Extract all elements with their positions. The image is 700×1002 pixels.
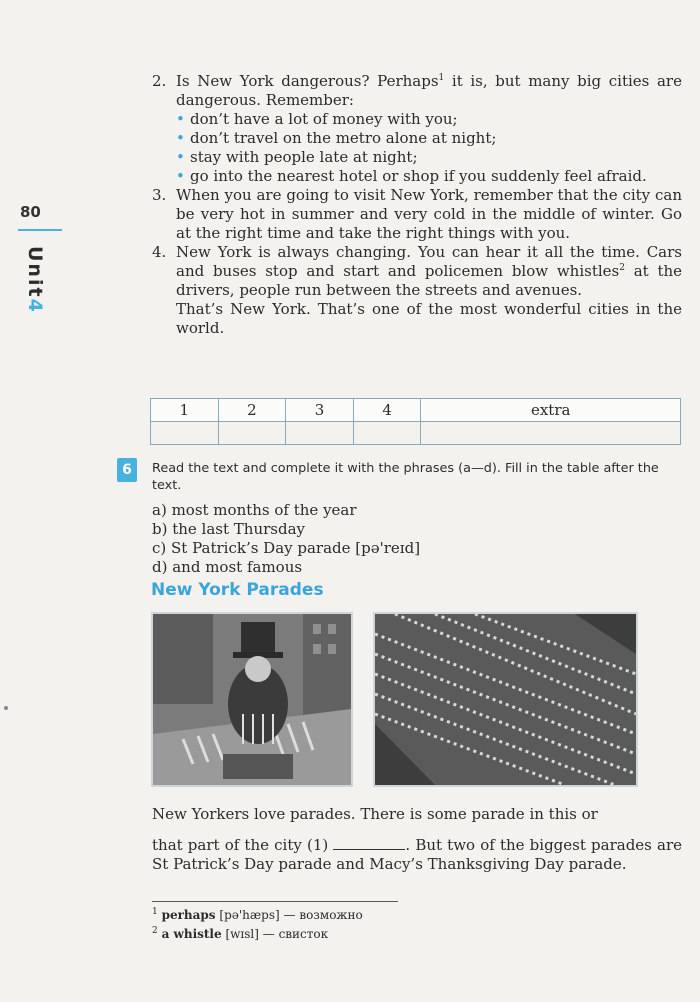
- list-item-3: [152, 186, 682, 243]
- answer-cell[interactable]: [218, 422, 286, 445]
- paragraph-1: New Yorkers love parades. There is some parade in this or: [152, 805, 598, 823]
- table-header-cell: 4: [353, 399, 421, 422]
- bullet-list: [176, 110, 682, 186]
- unit-number: 4: [24, 298, 46, 314]
- bullet-icon: •: [176, 110, 185, 128]
- phrase-item: b) the last Thursday: [152, 520, 306, 538]
- table-header-cell: 3: [286, 399, 354, 422]
- phrase-item: a) most months of the year: [152, 501, 357, 519]
- section-title: New York Parades: [151, 580, 324, 600]
- table-header-row: [151, 399, 681, 422]
- answer-cell[interactable]: [353, 422, 421, 445]
- table-header-cell: 2: [218, 399, 286, 422]
- paragraph-2: that part of the city (1) . But two of the biggest parades are St Patrick’s Day parade and Macy’s Thanksgiving Day parade.: [152, 836, 683, 873]
- answer-cell[interactable]: [286, 422, 354, 445]
- phrase-item: d) and most famous: [152, 558, 303, 576]
- item4-text-tail: at the drivers, people run between the streets and avenues.: [176, 262, 683, 299]
- table-header-cell: 1: [151, 399, 219, 422]
- answer-table: [150, 398, 681, 445]
- unit-label: [24, 246, 46, 314]
- list-number: 2.: [152, 72, 167, 90]
- item2-text: Is New York dangerous? Perhaps: [176, 72, 439, 90]
- bullet-item: • go into the nearest hotel or shop if you suddenly feel afraid.: [176, 167, 647, 185]
- exercise-number-badge: 6: [117, 458, 137, 482]
- gap-blank-1[interactable]: [333, 837, 405, 850]
- closing-text: That’s New York. That’s one of the most wonderful cities in the world.: [176, 300, 682, 337]
- item2-text-tail: it is, but many big cities are dangerous. Remember:: [176, 72, 682, 109]
- footnote-1: $^1$ perhaps [pə'hæps] — возможно: [152, 907, 363, 922]
- unit-rule: [18, 229, 62, 231]
- phrase-list: [152, 501, 552, 577]
- parade-marchers-photo: [373, 612, 638, 787]
- footnote-ref-2: 2: [619, 263, 625, 273]
- bullet-item: • don’t travel on the metro alone at night;: [176, 129, 497, 147]
- page-number: 80: [20, 203, 41, 221]
- bullet-icon: •: [176, 167, 185, 185]
- numbered-list: [152, 72, 682, 338]
- exercise-instruction: Read the text and complete it with the phrases (a—d). Fill in the table after the text.: [152, 461, 659, 493]
- list-item-2: [152, 72, 682, 186]
- item4-text: New York is always changing. You can hear it all the time. Cars and buses stop and start and policemen blow whistles: [176, 243, 682, 280]
- bullet-icon: •: [176, 129, 185, 147]
- answer-cell[interactable]: [421, 422, 681, 445]
- list-item-4: [152, 243, 682, 338]
- footnote-divider: [152, 901, 398, 902]
- answer-cell[interactable]: [151, 422, 219, 445]
- list-number: 4.: [152, 243, 167, 261]
- parade-balloon-photo: [151, 612, 353, 787]
- footnote-ref-1: 1: [438, 73, 445, 83]
- item3-text: When you are going to visit New York, remember that the city can be very hot in summer and very cold in the middle of winter. Go at the right time and take the right things with you.: [176, 186, 682, 242]
- list-number: 3.: [152, 186, 167, 204]
- table-header-cell: extra: [421, 399, 681, 422]
- bullet-item: • stay with people late at night;: [176, 148, 418, 166]
- phrase-item: c) St Patrick’s Day parade [pə'reɪd]: [152, 539, 421, 557]
- bullet-icon: •: [176, 148, 185, 166]
- bullet-item: • don’t have a lot of money with you;: [176, 110, 458, 128]
- footnote-2: $^2$ a whistle [wɪsl] — свисток: [152, 926, 329, 941]
- table-answer-row: [151, 422, 681, 445]
- margin-mark: [4, 706, 8, 710]
- unit-word: Unit: [24, 246, 46, 299]
